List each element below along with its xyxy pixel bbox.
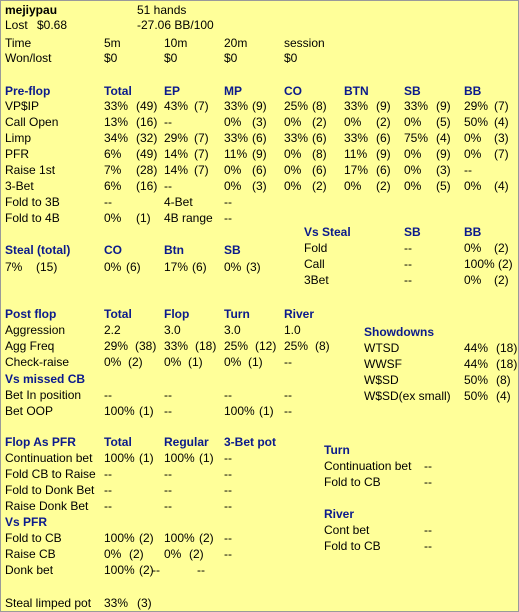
postflop-cell-value: 0%: [104, 355, 122, 369]
showdown-count: (4): [496, 389, 511, 403]
flop-pfr-row-label: Fold to Donk Bet: [5, 483, 95, 497]
postflop-cell-value: 25%: [224, 339, 249, 353]
preflop-cell-count: (9): [436, 99, 451, 113]
preflop-cell-value: 0%: [404, 163, 422, 177]
preflop-col-header: CO: [284, 84, 302, 98]
preflop-cell-count: (7): [194, 163, 209, 177]
postflop-cell-count: (1): [188, 355, 203, 369]
flop-pfr-cell-value: --: [224, 451, 232, 465]
preflop-cell-value: 4B range: [164, 211, 213, 225]
flop-pfr-row-label: Continuation bet: [5, 451, 93, 465]
preflop-cell-value: 0%: [284, 163, 302, 177]
flop-pfr-cell-value: --: [224, 483, 232, 497]
postflop-cell-value: 3.0: [164, 323, 181, 337]
preflop-cell-value: 50%: [464, 115, 489, 129]
preflop-cell-value: --: [224, 211, 232, 225]
preflop-cell-count: (9): [376, 147, 391, 161]
showdown-value: 50%: [464, 389, 489, 403]
river-title: River: [324, 507, 355, 521]
preflop-row-label: Fold to 4B: [5, 211, 60, 225]
showdown-value: 50%: [464, 373, 489, 387]
preflop-cell-value: --: [464, 163, 472, 177]
vs-steal-col-header: BB: [464, 225, 482, 239]
preflop-cell-value: 33%: [284, 131, 309, 145]
preflop-cell-count: (6): [252, 131, 267, 145]
vs-pfr-row-label: Donk bet: [5, 563, 54, 577]
preflop-cell-value: 14%: [164, 147, 189, 161]
steal-cell-value: 0%: [224, 260, 242, 274]
preflop-title: Pre-flop: [5, 84, 51, 98]
preflop-cell-count: (6): [312, 131, 327, 145]
missed-cb-row-label: Bet In position: [5, 388, 82, 402]
flop-pfr-col-header: Regular: [164, 435, 209, 449]
preflop-row-label: VP$IP: [5, 99, 40, 113]
vs-pfr-cell-value: --: [224, 531, 232, 545]
period-10m: 10m: [164, 36, 188, 50]
lost-amount: $0.68: [37, 18, 68, 32]
flop-pfr-cell-count: (1): [199, 451, 214, 465]
preflop-cell-value: 0%: [464, 179, 482, 193]
turn-row-label: Continuation bet: [324, 459, 412, 473]
preflop-cell-value: 11%: [344, 147, 368, 161]
vs-pfr-cell-value: 0%: [104, 547, 122, 561]
preflop-cell-value: 33%: [224, 131, 249, 145]
preflop-cell-value: 0%: [224, 115, 242, 129]
vs-pfr-cell-value: --: [224, 547, 232, 561]
vs-pfr-row-label: Fold to CB: [5, 531, 62, 545]
vs-pfr-cell-value: 100%: [104, 563, 135, 577]
postflop-row-label: Aggression: [5, 323, 66, 337]
vs-steal-cell-value: 0%: [464, 241, 482, 255]
postflop-col-header: Turn: [224, 307, 250, 321]
time-label: Time: [5, 36, 32, 50]
postflop-cell-value: 0%: [224, 355, 242, 369]
postflop-row-label: Check-raise: [5, 355, 70, 369]
flop-pfr-cell-value: --: [224, 467, 232, 481]
preflop-row-label: Raise 1st: [5, 163, 56, 177]
postflop-title: Post flop: [5, 307, 57, 321]
preflop-cell-count: (16): [136, 115, 158, 129]
wonlost-label: Won/lost: [5, 51, 52, 65]
showdown-count: (18): [496, 341, 518, 355]
wonlost-session: $0: [284, 51, 298, 65]
preflop-cell-value: 33%: [224, 99, 249, 113]
postflop-row-label: Agg Freq: [5, 339, 55, 353]
showdown-value: 44%: [464, 341, 489, 355]
postflop-cell-value: 0%: [164, 355, 182, 369]
vs-pfr-cell-count: (2): [199, 531, 214, 545]
preflop-cell-value: 25%: [284, 99, 309, 113]
missed-cb-cell-value: 100%: [104, 404, 135, 418]
preflop-cell-count: (9): [376, 99, 391, 113]
preflop-cell-count: (2): [376, 115, 391, 129]
missed-cb-title: Vs missed CB: [5, 372, 86, 386]
flop-pfr-row-label: Raise Donk Bet: [5, 499, 89, 513]
preflop-cell-count: (7): [194, 131, 209, 145]
missed-cb-cell-value: --: [224, 388, 232, 402]
preflop-cell-count: (9): [436, 147, 451, 161]
vs-steal-row-label: 3Bet: [304, 273, 329, 287]
preflop-cell-count: (49): [136, 147, 158, 161]
flop-pfr-cell-value: --: [164, 467, 172, 481]
preflop-cell-value: 17%: [344, 163, 369, 177]
preflop-cell-value: 29%: [164, 131, 189, 145]
preflop-cell-value: 33%: [404, 99, 429, 113]
preflop-cell-count: (4): [494, 115, 509, 129]
turn-row-value: --: [424, 459, 432, 473]
flop-pfr-cell-value: 100%: [164, 451, 195, 465]
steal-total-count: (15): [36, 260, 58, 274]
preflop-cell-value: 33%: [104, 99, 129, 113]
postflop-cell-value: 1.0: [284, 323, 301, 337]
turn-row-value: --: [424, 475, 432, 489]
steal-cell-count: (3): [246, 260, 261, 274]
showdown-row-label: WWSF: [364, 357, 402, 371]
preflop-cell-value: 75%: [404, 131, 429, 145]
vs-steal-cell-count: (2): [494, 273, 509, 287]
wonlost-10m: $0: [164, 51, 178, 65]
postflop-cell-count: (38): [135, 339, 157, 353]
steal-col-header: SB: [224, 243, 241, 257]
preflop-cell-value: 13%: [104, 115, 129, 129]
preflop-row-label: Fold to 3B: [5, 195, 60, 209]
preflop-cell-count: (2): [312, 179, 327, 193]
preflop-col-header: Total: [104, 84, 132, 98]
vs-pfr-cell-count: (2): [139, 563, 154, 577]
postflop-col-header: Total: [104, 307, 132, 321]
preflop-cell-count: (6): [312, 163, 327, 177]
preflop-cell-count: (4): [436, 131, 451, 145]
river-row-label: Fold to CB: [324, 539, 381, 553]
showdown-row-label: WTSD: [364, 341, 400, 355]
postflop-cell-count: (1): [248, 355, 263, 369]
steal-cell-value: 17%: [164, 260, 189, 274]
river-row-value: --: [424, 523, 432, 537]
preflop-cell-count: (28): [136, 163, 158, 177]
preflop-cell-count: (2): [376, 179, 391, 193]
preflop-cell-value: 0%: [464, 147, 482, 161]
missed-cb-row-label: Bet OOP: [5, 404, 54, 418]
postflop-cell-count: (12): [255, 339, 277, 353]
period-5m: 5m: [104, 36, 121, 50]
vs-pfr-cell-value: --: [152, 563, 160, 577]
river-row-value: --: [424, 539, 432, 553]
preflop-cell-value: 0%: [224, 179, 242, 193]
preflop-cell-value: 6%: [104, 147, 122, 161]
vs-pfr-row-label: Raise CB: [5, 547, 56, 561]
preflop-cell-count: (2): [312, 115, 327, 129]
vs-steal-row-label: Call: [304, 257, 325, 271]
steal-total-title: Steal (total): [5, 243, 71, 257]
preflop-cell-value: 0%: [104, 211, 122, 225]
postflop-cell-value: 3.0: [224, 323, 241, 337]
preflop-cell-value: 0%: [344, 179, 362, 193]
preflop-cell-count: (16): [136, 179, 158, 193]
vs-pfr-cell-value: 0%: [164, 547, 182, 561]
steal-cell-count: (6): [126, 260, 141, 274]
vs-pfr-title: Vs PFR: [5, 515, 48, 529]
preflop-cell-value: --: [104, 195, 112, 209]
turn-title: Turn: [324, 443, 350, 457]
steal-col-header: Btn: [164, 243, 184, 257]
missed-cb-cell-value: --: [284, 404, 292, 418]
preflop-cell-value: 43%: [164, 99, 189, 113]
vs-steal-cell-value: --: [404, 241, 412, 255]
postflop-col-header: Flop: [164, 307, 190, 321]
preflop-cell-value: --: [164, 115, 172, 129]
preflop-col-header: EP: [164, 84, 181, 98]
turn-row-label: Fold to CB: [324, 475, 381, 489]
vs-steal-cell-count: (2): [494, 241, 509, 255]
preflop-row-label: PFR: [5, 147, 29, 161]
postflop-cell-value: --: [284, 355, 292, 369]
preflop-cell-count: (6): [252, 163, 267, 177]
vs-pfr-cell-value: --: [197, 563, 205, 577]
preflop-cell-value: 0%: [404, 179, 422, 193]
vs-pfr-cell-value: 100%: [164, 531, 195, 545]
period-20m: 20m: [224, 36, 248, 50]
preflop-cell-count: (7): [194, 147, 209, 161]
steal-total-value: 7%: [5, 260, 23, 274]
preflop-cell-value: 0%: [284, 179, 302, 193]
postflop-col-header: River: [284, 307, 315, 321]
steal-col-header: CO: [104, 243, 122, 257]
vs-pfr-cell-count: (2): [129, 547, 144, 561]
flop-pfr-col-header: Total: [104, 435, 132, 449]
steal-limped-count: (3): [137, 596, 152, 610]
preflop-cell-value: --: [224, 195, 232, 209]
vs-steal-cell-count: (2): [498, 257, 513, 271]
preflop-cell-value: 0%: [344, 115, 362, 129]
preflop-cell-count: (7): [494, 99, 509, 113]
flop-pfr-cell-value: --: [224, 499, 232, 513]
flop-pfr-cell-value: 100%: [104, 451, 135, 465]
flop-pfr-cell-value: --: [164, 499, 172, 513]
showdown-count: (18): [496, 357, 518, 371]
flop-pfr-cell-value: --: [104, 483, 112, 497]
preflop-cell-count: (3): [436, 163, 451, 177]
preflop-cell-count: (7): [194, 99, 209, 113]
player-name: mejiypau: [5, 3, 58, 17]
vs-steal-title: Vs Steal: [304, 225, 351, 239]
flop-pfr-cell-value: --: [104, 467, 112, 481]
preflop-cell-count: (5): [436, 115, 451, 129]
preflop-cell-count: (8): [312, 99, 327, 113]
preflop-cell-count: (9): [252, 147, 267, 161]
flop-pfr-title: Flop As PFR: [5, 435, 76, 449]
bb100-value: -27.06 BB/100: [137, 18, 214, 32]
preflop-cell-value: --: [164, 179, 172, 193]
preflop-col-header: SB: [404, 84, 421, 98]
showdown-row-label: W$SD: [364, 373, 399, 387]
preflop-cell-value: 0%: [224, 163, 242, 177]
missed-cb-cell-count: (1): [259, 404, 274, 418]
vs-steal-col-header: SB: [404, 225, 421, 239]
postflop-cell-value: 2.2: [104, 323, 121, 337]
preflop-cell-count: (5): [436, 179, 451, 193]
vs-pfr-cell-count: (2): [189, 547, 204, 561]
showdown-count: (8): [496, 373, 511, 387]
preflop-cell-count: (8): [312, 147, 327, 161]
missed-cb-cell-value: --: [164, 404, 172, 418]
postflop-cell-value: 25%: [284, 339, 309, 353]
showdowns-title: Showdowns: [364, 325, 434, 339]
preflop-cell-count: (4): [494, 179, 509, 193]
preflop-cell-count: (3): [252, 115, 267, 129]
lost-label: Lost: [5, 18, 28, 32]
preflop-cell-count: (3): [252, 179, 267, 193]
vs-pfr-cell-value: 100%: [104, 531, 135, 545]
showdown-value: 44%: [464, 357, 489, 371]
steal-limped-value: 33%: [104, 596, 129, 610]
flop-pfr-cell-count: (1): [139, 451, 154, 465]
showdown-row-label: W$SD(ex small): [364, 389, 451, 403]
preflop-cell-value: 29%: [464, 99, 489, 113]
postflop-cell-count: (2): [128, 355, 143, 369]
vs-steal-cell-value: 0%: [464, 273, 482, 287]
preflop-cell-value: 6%: [104, 179, 122, 193]
flop-pfr-cell-value: --: [104, 499, 112, 513]
preflop-cell-value: 0%: [284, 147, 302, 161]
preflop-cell-count: (1): [136, 211, 151, 225]
preflop-cell-count: (6): [376, 131, 391, 145]
preflop-col-header: BTN: [344, 84, 369, 98]
preflop-cell-value: 33%: [344, 131, 369, 145]
preflop-cell-value: 0%: [404, 147, 422, 161]
missed-cb-cell-value: --: [104, 388, 112, 402]
preflop-cell-count: (49): [136, 99, 158, 113]
wonlost-5m: $0: [104, 51, 118, 65]
missed-cb-cell-value: 100%: [224, 404, 255, 418]
missed-cb-cell-value: --: [284, 388, 292, 402]
hands-count: 51 hands: [137, 3, 187, 17]
preflop-cell-count: (7): [494, 147, 509, 161]
preflop-cell-value: 11%: [224, 147, 248, 161]
missed-cb-cell-value: --: [164, 388, 172, 402]
flop-pfr-cell-value: --: [164, 483, 172, 497]
preflop-cell-count: (32): [136, 131, 158, 145]
steal-limped-label: Steal limped pot: [5, 596, 92, 610]
preflop-row-label: Limp: [5, 131, 32, 145]
vs-steal-cell-value: --: [404, 257, 412, 271]
postflop-cell-count: (8): [315, 339, 330, 353]
vs-pfr-cell-count: (2): [139, 531, 154, 545]
preflop-row-label: Call Open: [5, 115, 59, 129]
river-row-label: Cont bet: [324, 523, 370, 537]
preflop-cell-count: (9): [252, 99, 267, 113]
preflop-cell-value: 0%: [284, 115, 302, 129]
preflop-cell-value: 7%: [104, 163, 122, 177]
vs-steal-cell-value: --: [404, 273, 412, 287]
vs-steal-cell-value: 100%: [464, 257, 495, 271]
preflop-cell-value: 33%: [344, 99, 369, 113]
preflop-row-label: 3-Bet: [5, 179, 34, 193]
preflop-cell-value: 0%: [464, 131, 482, 145]
wonlost-20m: $0: [224, 51, 238, 65]
preflop-col-header: BB: [464, 84, 482, 98]
flop-pfr-row-label: Fold CB to Raise: [5, 467, 96, 481]
postflop-cell-value: 33%: [164, 339, 189, 353]
flop-pfr-col-header: 3-Bet pot: [224, 435, 276, 449]
steal-cell-count: (6): [192, 260, 207, 274]
postflop-cell-count: (18): [195, 339, 217, 353]
period-session: session: [284, 36, 325, 50]
vs-steal-row-label: Fold: [304, 241, 328, 255]
preflop-cell-value: 14%: [164, 163, 189, 177]
preflop-cell-value: 4-Bet: [164, 195, 193, 209]
steal-cell-value: 0%: [104, 260, 122, 274]
preflop-cell-value: 0%: [404, 115, 422, 129]
missed-cb-cell-count: (1): [139, 404, 154, 418]
preflop-cell-value: 34%: [104, 131, 129, 145]
preflop-cell-count: (6): [376, 163, 391, 177]
postflop-cell-value: 29%: [104, 339, 129, 353]
preflop-cell-count: (3): [494, 131, 509, 145]
preflop-col-header: MP: [224, 84, 242, 98]
